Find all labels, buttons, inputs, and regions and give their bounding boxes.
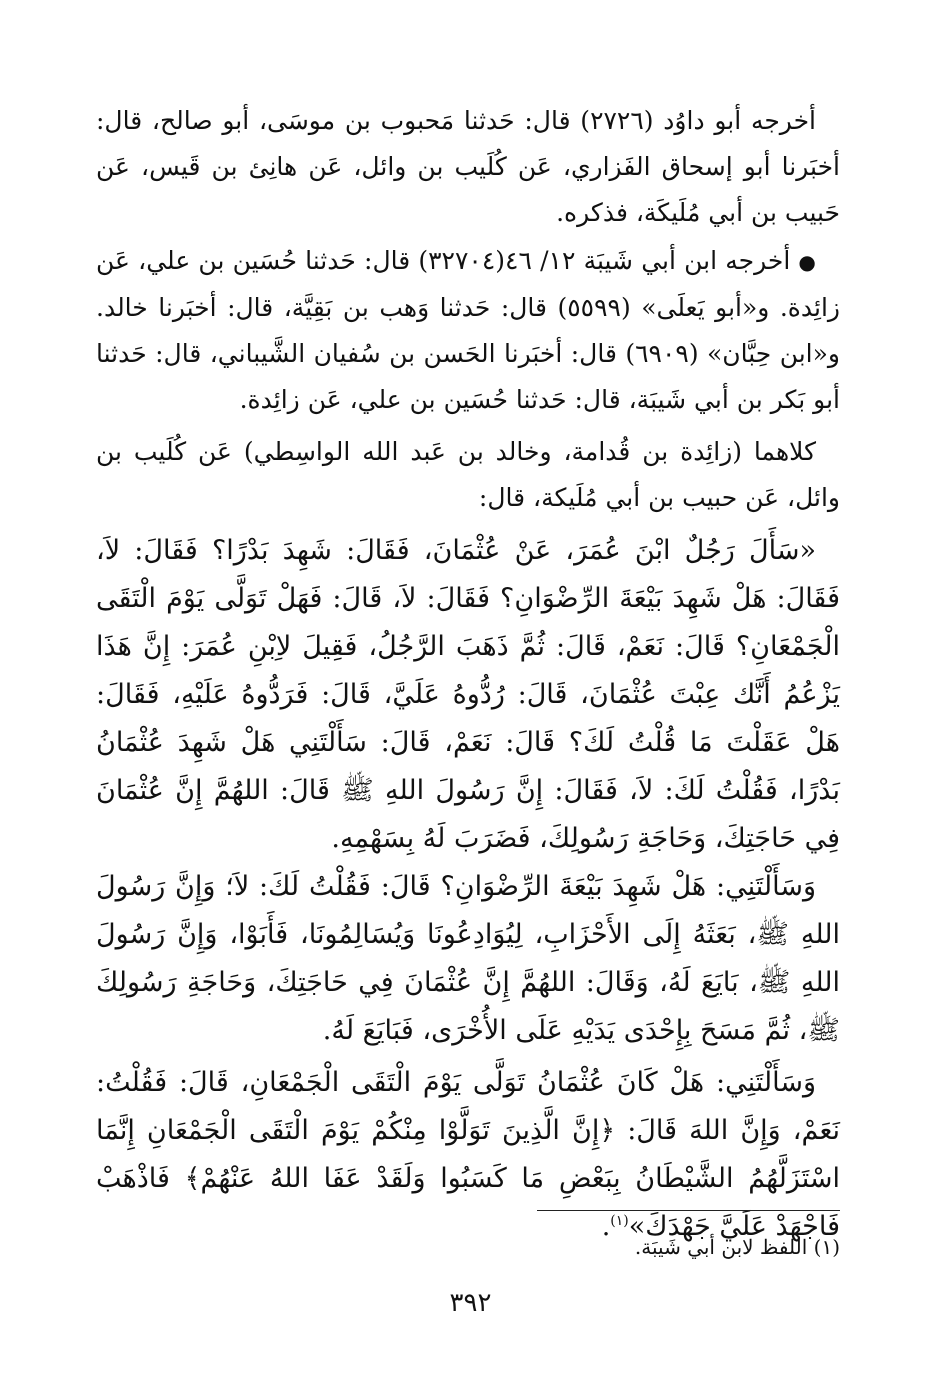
hadith-text-part-3 bbox=[96, 1059, 840, 1251]
hadith-text-part-2: وَسَأَلْتَنِي: هَلْ شَهِدَ بَيْعَةَ الرِّضْوَانِ؟ قَالَ: فَقُلْتُ لَكَ: لاَ؛ وَإِنَّ رَسُولَ اللهِ ﷺ، بَعَثَهُ إِلَى الأَحْزَابِ، لِيُوَادِعُونَا وَيُسَالِمُونَا، فَأَبَوْا، وَإِنَّ رَسُولَ اللهِ ﷺ، بَايَعَ لَهُ، وَقَالَ: اللهُمَّ إِنَّ عُثْمَانَ فِي حَاجَتِكَ، وَحَاجَةِ رَسُولِكَ ﷺ، ثُمَّ مَسَحَ بِإِحْدَى يَدَيْهِ عَلَى الأُخْرَى، فَبَايَعَ لَهُ. bbox=[96, 871, 840, 1046]
paragraph-abu-dawud: أخرجه أبو داوُد (٢٧٢٦) قال: حَدثنا مَحبوب بن موسَى، أبو صالح، قال: أخبَرنا أبو إسحاق الفَزاري، عَن كُلَيب بن وائل، عَن هانِئ بن قَيس، عَن حَبيب بن أبي مُلَيكَة، فذكره. bbox=[96, 106, 840, 227]
paragraph-kilahuma: كلاهما (زائِدة بن قُدامة، وخالد بن عَبد الله الواسِطي) عَن كُلَيب بن وائل، عَن حبيب بن أبي مُلَيكة، قال: bbox=[96, 437, 840, 512]
footnote: (١) اللفظ لابن أبي شَيبَة. bbox=[634, 1235, 840, 1259]
hadith-text-part-1: «سَأَلَ رَجُلٌ ابْنَ عُمَرَ، عَنْ عُثْمَانَ، فَقَالَ: شَهِدَ بَدْرًا؟ فَقَالَ: لاَ، فَقَالَ: هَلْ شَهِدَ بَيْعَةَ الرِّضْوَانِ؟ فَقَالَ: لاَ، قَالَ: فَهَلْ تَوَلَّى يَوْمَ الْتَقَى الْجَمْعَانِ؟ قَالَ: نَعَمْ، قَالَ: ثُمَّ ذَهَبَ الرَّجُلُ، فَقِيلَ لاِبْنِ عُمَرَ: إِنَّ هَذَا يَزْعُمُ أَنَّك عِبْتَ عُثْمَانَ، قَالَ: رُدُّوهُ عَلَيَّ، قَالَ: فَرَدُّوهُ عَلَيْهِ، فَقَالَ: هَلْ عَقَلْتَ مَا قُلْتُ لَكَ؟ قَالَ: نَعَمْ، قَالَ: سَأَلْتَنِي هَلْ شَهِدَ عُثْمَانُ بَدْرًا، فَقُلْتُ لَكَ: لاَ، فَقَالَ: إِنَّ رَسُولَ اللهِ ﷺ قَالَ: اللهُمَّ إِنَّ عُثْمَانَ فِي حَاجَتِكَ، وَحَاجَةِ رَسُولِكَ، فَضَرَبَ لَهُ بِسَهْمِهِ. bbox=[96, 535, 840, 854]
bullet-icon: ● bbox=[798, 250, 817, 274]
footnote-divider bbox=[537, 1210, 840, 1211]
paragraph-ibn-abi-shayba bbox=[96, 238, 840, 423]
footnote-marker: (١) bbox=[610, 1213, 629, 1229]
main-text bbox=[96, 98, 840, 1251]
page-number: ٣٩٢ bbox=[449, 1288, 492, 1318]
paragraph-ibn-abi-shayba-text: أخرجه ابن أبي شَيبَة ١٢/ ٤٦(٣٢٧٠٤) قال: حَدثنا حُسَين بن علي، عَن زائِدة. و«أبو يَعلَى» (٥٥٩٩) قال: حَدثنا وَهب بن بَقِيَّة، قال: أخبَرنا خالد. و«ابن حِبَّان» (٦٩٠٩) قال: أخبَرنا الحَسن بن سُفيان الشَّيباني، قال: حَدثنا أبو بَكر بن أبي شَيبَة، قال: حَدثنا حُسَين بن علي، عَن زائِدة. bbox=[96, 246, 840, 414]
hadith-text-part-3-body: وَسَأَلْتَنِي: هَلْ كَانَ عُثْمَانُ تَوَلَّى يَوْمَ الْتَقَى الْجَمْعَانِ، قَالَ: فَقُلْتُ: نَعَمْ، وَإِنَّ اللهَ قَالَ: ﴿إِنَّ الَّذِينَ تَوَلَّوْا مِنْكُمْ يَوْمَ الْتَقَى الْجَمْعَانِ إِنَّمَا اسْتَزَلَّهُمُ الشَّيْطَانُ بِبَعْضِ مَا كَسَبُوا وَلَقَدْ عَفَا اللهُ عَنْهُمْ﴾ فَاذْهَبْ فَاجْهَدْ عَلَيَّ جَهْدَكَ» bbox=[96, 1067, 840, 1242]
hadith-text-part-3-end: . bbox=[601, 1211, 611, 1242]
